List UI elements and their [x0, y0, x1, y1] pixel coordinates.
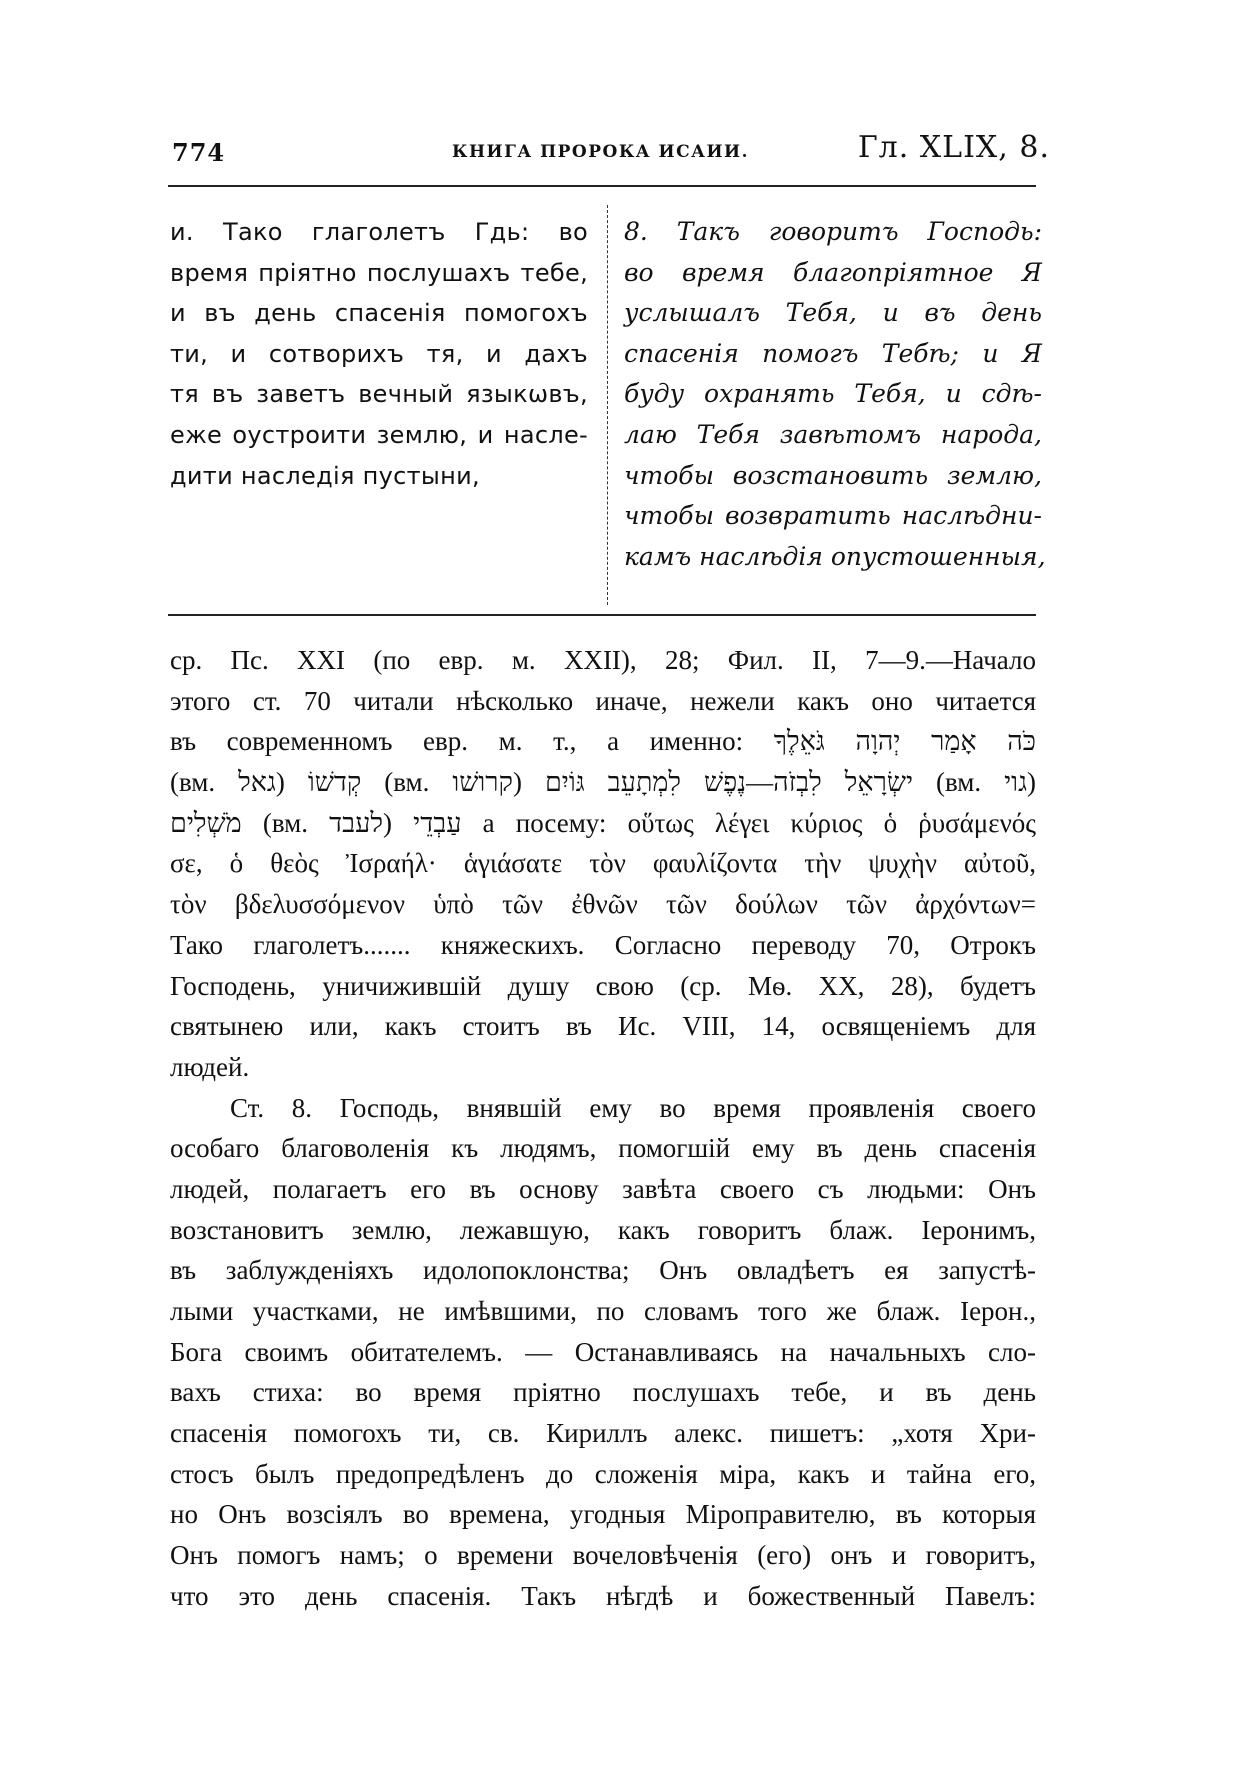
- russian-line: лаю Тебя завѣтомъ народа,: [624, 419, 1042, 449]
- commentary-line: τὸν βδελυσσόμενον ὑπὸ τῶν ἐθνῶν τῶν δούλων τῶν ἀρχόντων=: [170, 889, 1036, 920]
- slavonic-line: и въ день спасенія помогохъ: [170, 299, 588, 328]
- page-number: 774: [172, 138, 226, 167]
- russian-line: чтобы возстановить землю,: [624, 460, 1042, 490]
- commentary-line: Онъ помогъ намъ; о времени вочеловѣченія (его) онъ и говоритъ,: [170, 1540, 1036, 1571]
- slavonic-column: [170, 212, 588, 496]
- slavonic-line: время пріятно послушахъ тебе,: [170, 258, 588, 287]
- slavonic-line: дити наследія пустыни,: [170, 461, 480, 490]
- commentary-line: вахъ стиха: во время пріятно послушахъ тебе, и въ день: [170, 1377, 1036, 1408]
- slavonic-line: тя въ заветъ вечный языкѡвъ,: [170, 380, 588, 409]
- commentary-line: особаго благоволенія къ людямъ, помогшій ему въ день спасенія: [170, 1133, 1036, 1164]
- commentary-line: מֹשְׁלִים (вм. לעבד) עַבְדֵי а посему: οὕτως λέγει κύριος ὁ ῥυσάμενός: [170, 807, 1036, 838]
- russian-column: [624, 212, 1046, 577]
- commentary-line: но Онъ возсіялъ во времена, угодныя Міроправителю, въ которыя: [170, 1499, 1036, 1530]
- russian-line: во время благопріятное Я: [624, 257, 1042, 287]
- chapter-reference: Гл. XLIX, 8.: [857, 130, 1050, 165]
- commentary-line: (вм. גאל) קְדשׁוֹ (вм. קרושׁו) ישְׂרָאֵל לִבְזֹה—נֶפֶשׁ לִמְתָעֵב גּוֹיִם (вм. גוי): [170, 767, 1036, 798]
- column-divider: [607, 205, 609, 605]
- commentary-line: стосъ былъ предопредѣленъ до сложенія міра, какъ и тайна его,: [170, 1458, 1036, 1489]
- columns-bottom-rule: [168, 614, 1036, 616]
- commentary-line: Ст. 8. Господь, внявшій ему во время проявленія своего: [230, 1092, 1036, 1123]
- commentary-line: людей.: [170, 1051, 250, 1082]
- commentary-line: спасенія помогохъ ти, св. Кириллъ алекс. пишетъ: „хотя Хри-: [170, 1418, 1036, 1449]
- slavonic-line: и. Тако глаголетъ Гдь: во: [170, 218, 588, 246]
- commentary-line: святынею или, какъ стоитъ въ Ис. VIII, 14, освященіемъ для: [170, 1011, 1036, 1042]
- russian-line: спасенія помогъ Тебѣ; и Я: [624, 338, 1042, 368]
- commentary-line: Тако глаголетъ....... княжескихъ. Согласно переводу 70, Отрокъ: [170, 929, 1036, 960]
- russian-line: буду охранять Тебя, и сдѣ-: [624, 379, 1042, 409]
- commentary-line: Господень, уничижившій душу свою (ср. Мѳ. XX, 28), будетъ: [170, 970, 1036, 1001]
- commentary-line: этого ст. 70 читали нѣсколько иначе, нежели какъ оно читается: [170, 685, 1036, 716]
- russian-line: 8. Такъ говоритъ Господь:: [624, 217, 1042, 246]
- running-title: КНИГА ПРОРОКА ИСАИИ.: [452, 142, 750, 162]
- slavonic-line: еже оустроити землю, и насле-: [170, 420, 588, 449]
- commentary-line: возстановитъ землю, лежавшую, какъ говоритъ блаж. Іеронимъ,: [170, 1214, 1036, 1245]
- russian-line: чтобы возвратить наслѣдни-: [624, 501, 1042, 531]
- russian-line: камъ наслѣдія опустошенныя,: [624, 541, 1046, 571]
- commentary-line: Бога своимъ обитателемъ. — Останавливаясь на начальныхъ сло-: [170, 1336, 1036, 1367]
- commentary-line: лыми участками, не имѣвшими, по словамъ того же блаж. Іерон.,: [170, 1296, 1036, 1326]
- commentary-text: [170, 640, 1036, 1617]
- page-header: [172, 128, 1050, 172]
- commentary-line: въ заблужденіяхъ идолопоклонства; Онъ овладѣетъ ея запустѣ-: [170, 1255, 1036, 1286]
- commentary-line: ср. Пс. XXI (по евр. м. XXII), 28; Фил. II, 7—9.—Начало: [170, 645, 1036, 675]
- slavonic-line: ти, и сотворихъ тя, и дахъ: [170, 339, 588, 368]
- commentary-line: σε, ὁ θεὸς Ἰσραήλ· ἁγιάσατε τὸν φαυλίζοντα τὴν ψυχὴν αὐτοῦ,: [170, 848, 1036, 879]
- commentary-line: людей, полагаетъ его въ основу завѣта своего съ людьми: Онъ: [170, 1173, 1036, 1204]
- commentary-line: въ современномъ евр. м. т., а именно: כֹּה אָמַר יְהוָה גֹּאֵלֶךָ: [170, 726, 1036, 757]
- commentary-line: что это день спасенія. Такъ нѣгдѣ и божественный Павелъ:: [170, 1580, 1036, 1611]
- russian-line: услышалъ Тебя, и въ день: [624, 298, 1042, 328]
- header-rule: [168, 185, 1036, 187]
